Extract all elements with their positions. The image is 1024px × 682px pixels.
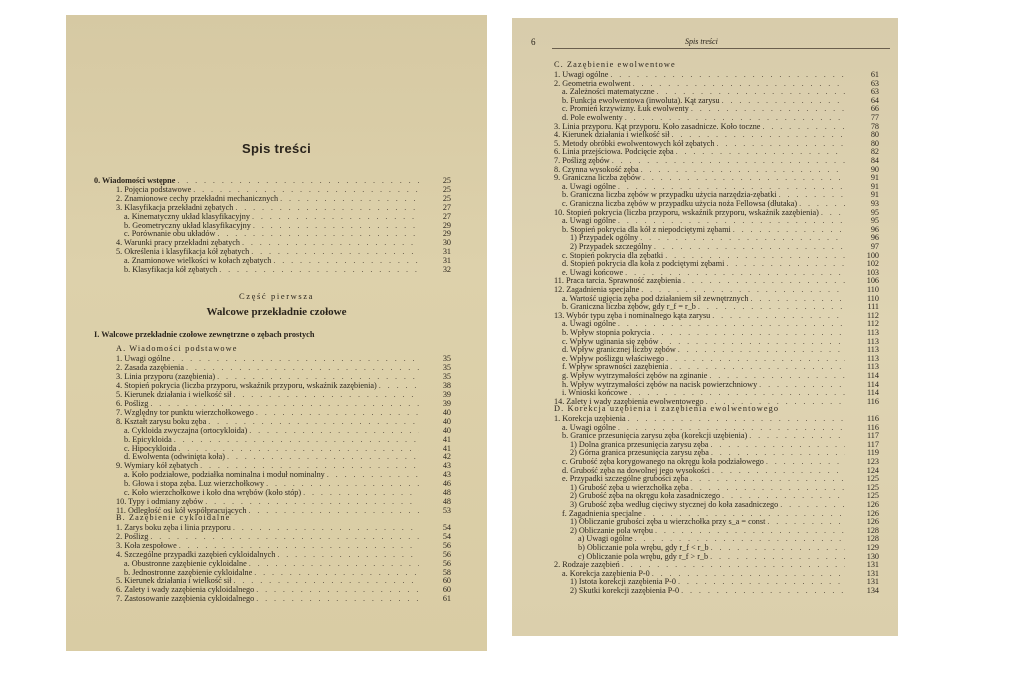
dot-leader bbox=[280, 194, 419, 203]
toc-entry bbox=[124, 470, 451, 480]
toc-entry bbox=[116, 585, 451, 595]
toc-entry-page: 64 bbox=[870, 95, 879, 105]
toc-entry-label: c. Stopień pokrycia dla zębatki bbox=[562, 250, 664, 260]
toc-entry bbox=[124, 211, 451, 221]
toc-entry-page: 96 bbox=[870, 224, 879, 234]
toc-entry bbox=[570, 586, 879, 595]
toc-entry bbox=[124, 479, 451, 489]
toc-entry-label: b) Obliczanie pola wrębu, gdy r_f < r_b bbox=[578, 543, 709, 552]
right-page bbox=[512, 18, 898, 636]
toc-entry-page: 112 bbox=[867, 310, 879, 320]
toc-entry-page: 125 bbox=[866, 482, 879, 492]
toc-entry-page: 110 bbox=[867, 293, 879, 303]
toc-entry-label: 6. Poślizg bbox=[116, 398, 149, 408]
toc-entry-page: 131 bbox=[866, 577, 879, 587]
toc-entry-page: 35 bbox=[442, 371, 451, 381]
dot-leader bbox=[200, 461, 419, 470]
toc-entry-page: 128 bbox=[866, 534, 879, 544]
toc-entry-page: 41 bbox=[442, 434, 451, 444]
toc-entry-label: f. Wpływ sprawności zazębienia bbox=[562, 362, 669, 372]
toc-entry-page: 25 bbox=[442, 193, 451, 203]
left-page bbox=[66, 15, 487, 651]
dot-leader bbox=[186, 363, 419, 372]
toc-entry-page: 110 bbox=[867, 285, 879, 294]
toc-entry-page: 113 bbox=[867, 328, 879, 337]
dot-leader bbox=[217, 372, 419, 381]
toc-entry bbox=[94, 176, 451, 185]
toc-entry bbox=[116, 549, 451, 559]
toc-entry-label: b. Funkcja ewolwentowa (inwoluta). Kąt zarysu bbox=[562, 95, 720, 105]
toc-entry-page: 61 bbox=[870, 70, 879, 79]
dot-leader bbox=[252, 212, 419, 221]
toc-entry-label: a. Uwagi ogólne bbox=[562, 422, 616, 432]
toc-entry-label: b. Głowa i stopa zęba. Luz wierzchołkowy bbox=[124, 479, 265, 489]
toc-entry-page: 56 bbox=[442, 540, 451, 550]
running-head: Spis treści bbox=[685, 37, 718, 46]
toc-entry-label: 5. Określenia i klasyfikacja kół zębatych bbox=[116, 247, 250, 257]
toc-entry-label: f. Zagadnienia specjalne bbox=[562, 508, 642, 518]
toc-entry-label: b. Granice przesunięcia zarysu zęba (korekcji uzębienia) bbox=[562, 431, 748, 441]
toc-entry-label: 4. Kierunek działania i wielkość sił bbox=[554, 130, 670, 140]
toc-entry-label: c. Graniczna liczba zębów w przypadku użycia noża Fellowsa (dłutaka) bbox=[562, 199, 798, 208]
dot-leader bbox=[174, 435, 419, 444]
dot-leader bbox=[235, 203, 419, 212]
toc-entry-label: 7. Względny tor punktu wierzchołkowego bbox=[116, 407, 254, 417]
dot-leader bbox=[193, 185, 419, 194]
toc-entry-label: 1. Uwagi ogólne bbox=[554, 70, 609, 79]
toc-title: Spis treści bbox=[241, 141, 312, 156]
toc-entry-label: 3. Linia przyporu. Kąt przyporu. Koło zasadnicze. Koło toczne bbox=[554, 121, 761, 131]
toc-entry bbox=[116, 407, 451, 417]
toc-entry-label: g. Wpływ wytrzymałości zębów na zginanie bbox=[562, 371, 708, 380]
toc-entry bbox=[116, 576, 451, 586]
toc-entry-page: 100 bbox=[866, 250, 879, 260]
toc-entry bbox=[124, 488, 451, 498]
toc-entry-label: d. Pole ewolwenty bbox=[562, 113, 623, 122]
toc-entry-page: 27 bbox=[442, 211, 451, 221]
toc-entry-page: 125 bbox=[866, 491, 879, 501]
toc-entry bbox=[116, 371, 451, 381]
toc-entry-label: 3. Koła zespołowe bbox=[116, 540, 177, 550]
toc-entry-label: 14. Zalety i wady zazębienia ewolwentowego bbox=[554, 396, 704, 406]
toc-entry bbox=[124, 452, 451, 462]
dot-leader bbox=[234, 576, 419, 585]
toc-entry-label: a. Zależności matematyczne bbox=[562, 87, 655, 97]
toc-entry bbox=[116, 461, 451, 471]
toc-entry bbox=[124, 558, 451, 568]
toc-entry-page: 77 bbox=[870, 113, 879, 122]
toc-entry bbox=[124, 220, 451, 230]
toc-entry-page: 114 bbox=[867, 379, 879, 389]
toc-entry-page: 123 bbox=[866, 457, 879, 466]
toc-entry-label: 4. Szczególne przypadki zazębień cykloidalnych bbox=[116, 549, 276, 559]
dot-leader bbox=[179, 541, 419, 550]
toc-entry-page: 90 bbox=[870, 164, 879, 174]
toc-entry-page: 117 bbox=[867, 439, 879, 449]
toc-entry-page: 113 bbox=[867, 336, 879, 346]
toc-entry bbox=[116, 247, 451, 257]
dot-leader bbox=[233, 523, 419, 532]
toc-entry-label: 4. Stopień pokrycia (liczba przyporu, wskaźnik przyporu, wskaźnik zazębienia) bbox=[116, 380, 377, 390]
toc-entry-label: 1. Uwagi ogólne bbox=[116, 354, 171, 363]
toc-entry bbox=[124, 256, 451, 266]
toc-entry-page: 56 bbox=[442, 558, 451, 568]
toc-entry-label: a. Koło podziałowe, podziałka nominalna i moduł nominalny bbox=[124, 470, 325, 480]
toc-entry-page: 48 bbox=[442, 488, 451, 498]
toc-entry-label: c) Obliczanie pola wrębu, gdy r_f > r_b bbox=[578, 551, 709, 561]
toc-entry-page: 113 bbox=[867, 345, 879, 355]
toc-entry bbox=[116, 594, 451, 604]
toc-entry-page: 91 bbox=[870, 181, 879, 191]
toc-entry-label: 2) Przypadek szczególny bbox=[570, 242, 652, 251]
toc-entry bbox=[116, 202, 451, 212]
toc-entry-label: c. Grubość zęba korygowanego na okręgu koła podziałowego bbox=[562, 457, 764, 466]
toc-entry-label: 8. Kształt zarysu boku zęba bbox=[116, 416, 207, 426]
toc-entry-label: 1. Korekcja uzębienia bbox=[554, 414, 626, 423]
toc-entry bbox=[116, 416, 451, 426]
toc-entry-label: 2. Geometria ewolwent bbox=[554, 78, 631, 88]
toc-entry-page: 95 bbox=[870, 216, 879, 226]
toc-entry-label: 3) Grubość zęba według cięciwy stycznej do koła zasadniczego bbox=[570, 500, 779, 509]
dot-leader bbox=[177, 176, 419, 185]
toc-entry-label: d. Grubość zęba na dowolnej jego wysokości bbox=[562, 465, 711, 475]
toc-entry-page: 40 bbox=[442, 416, 451, 426]
toc-entry-page: 27 bbox=[442, 202, 451, 212]
toc-entry-label: 7. Zastosowanie zazębienia cykloidalnego bbox=[116, 594, 255, 604]
dot-leader bbox=[178, 444, 419, 453]
toc-entry-label: 1) Obliczanie grubości zęba u wierzchołka przy s_a = const bbox=[570, 517, 766, 527]
part-title: Walcowe przekładnie czołowe bbox=[206, 306, 347, 318]
toc-entry-page: 38 bbox=[442, 380, 451, 390]
toc-entry-label: b. Klasyfikacja kół zębatych bbox=[124, 265, 218, 274]
section-c-title: C. Zazębienie ewolwentowe bbox=[554, 60, 676, 69]
toc-entry-page: 126 bbox=[866, 508, 879, 518]
toc-entry-page: 54 bbox=[442, 523, 451, 532]
dot-leader bbox=[234, 390, 419, 399]
dot-leader bbox=[681, 586, 845, 595]
toc-entry-label: 2) Obliczanie pola wrębu bbox=[570, 525, 653, 535]
toc-entry bbox=[116, 497, 451, 507]
toc-entry-label: 13. Wybór typu zęba i nominalnego kąta zarysu bbox=[554, 310, 711, 320]
toc-entry-page: 53 bbox=[442, 506, 451, 516]
dot-leader bbox=[219, 265, 419, 274]
toc-entry-page: 31 bbox=[442, 256, 451, 266]
toc-entry-page: 63 bbox=[870, 78, 879, 88]
toc-entry-label: b. Epicykloida bbox=[124, 434, 172, 444]
header-rule bbox=[552, 48, 890, 49]
toc-entry-page: 78 bbox=[870, 121, 879, 131]
toc-entry-page: 40 bbox=[442, 407, 451, 417]
toc-entry bbox=[116, 523, 451, 532]
toc-entry-page: 119 bbox=[867, 448, 879, 458]
toc-entry-page: 43 bbox=[442, 461, 451, 471]
toc-entry-page: 117 bbox=[867, 431, 879, 441]
toc-entry bbox=[116, 354, 451, 363]
toc-entry-label: 1) Istota korekcji zazębienia P-0 bbox=[570, 577, 676, 587]
toc-entry-label: b. Stopień pokrycia dla kół z niepodciętymi zębami bbox=[562, 224, 731, 234]
toc-entry-page: 80 bbox=[870, 130, 879, 140]
dot-leader bbox=[205, 497, 419, 506]
dot-leader bbox=[256, 594, 419, 603]
toc-entry-label: 5. Kierunek działania i wielkość sił bbox=[116, 576, 232, 586]
toc-entry-label: b. Graniczna liczba zębów w przypadku użycia narzędzia-zębatki bbox=[562, 190, 777, 200]
toc-entry-page: 93 bbox=[870, 199, 879, 208]
toc-entry-label: a. Znamionowe wielkości w kołach zębatych bbox=[124, 256, 272, 266]
toc-entry-label: e. Przypadki szczególne grubości zęba bbox=[562, 474, 689, 484]
toc-entry-label: c. Koło wierzchołkowe i koło dna wrębów (koło stóp) bbox=[124, 488, 302, 498]
toc-entry-page: 102 bbox=[866, 259, 879, 269]
toc-entry-label: 2. Znamionowe cechy przekładni mechanicznych bbox=[116, 193, 279, 203]
dot-leader bbox=[242, 238, 419, 247]
toc-entry-label: d. Stopień pokrycia dla koła z podciętymi zębami bbox=[562, 259, 725, 269]
toc-entry-page: 131 bbox=[866, 568, 879, 578]
dot-leader bbox=[249, 559, 419, 568]
toc-entry-label: e. Wpływ poślizgu właściwego bbox=[562, 353, 665, 363]
toc-entry-label: a. Kinematyczny układ klasyfikacyjny bbox=[124, 211, 250, 221]
toc-entry-page: 124 bbox=[866, 465, 879, 475]
toc-entry-label: c. Promień krzywizny. Łuk ewolwenty bbox=[562, 104, 689, 114]
toc-entry-page: 84 bbox=[870, 156, 879, 165]
toc-entry-label: 0. Wiadomości wstępne bbox=[94, 176, 176, 185]
toc-entry-page: 113 bbox=[867, 362, 879, 372]
part-label: Część pierwsza bbox=[238, 291, 315, 301]
toc-entry bbox=[124, 567, 451, 577]
dot-leader bbox=[277, 550, 419, 559]
toc-entry-page: 131 bbox=[866, 560, 879, 570]
toc-entry-label: a. Uwagi ogólne bbox=[562, 319, 616, 329]
dot-leader bbox=[208, 417, 419, 426]
toc-entry-page: 134 bbox=[866, 586, 879, 595]
toc-entry-page: 116 bbox=[867, 396, 879, 406]
toc-entry-label: d. Ewolwenta (odwinięta koła) bbox=[124, 452, 225, 462]
toc-entry bbox=[116, 362, 451, 372]
toc-entry-page: 61 bbox=[442, 594, 451, 604]
section-d-title: D. Korekcja uzębienia i zazębienia ewolwentowego bbox=[554, 404, 780, 413]
toc-entry-label: 6. Linia przejściowa. Podcięcie zęba bbox=[554, 147, 674, 157]
toc-entry-label: 2. Rodzaje zazębień bbox=[554, 560, 620, 570]
toc-entry-page: 25 bbox=[442, 184, 451, 194]
toc-entry-label: 11. Praca tarcia. Sprawność zazębienia bbox=[554, 276, 681, 286]
chapter-heading: I. Walcowe przekładnie czołowe zewnętrzne o zębach prostych bbox=[94, 330, 315, 339]
toc-entry-page: 42 bbox=[442, 452, 451, 462]
toc-entry-page: 82 bbox=[870, 147, 879, 157]
toc-entry-label: a. Korekcja zazębienia P-0 bbox=[562, 568, 650, 578]
toc-entry-page: 111 bbox=[867, 302, 879, 312]
toc-entry-label: 2) Górna granica przesunięcia zarysu zęba bbox=[570, 448, 709, 458]
toc-entry-page: 43 bbox=[442, 470, 451, 480]
toc-entry-page: 54 bbox=[442, 531, 451, 541]
toc-entry-page: 46 bbox=[442, 479, 451, 489]
dot-leader bbox=[303, 488, 419, 497]
toc-entry-page: 113 bbox=[867, 353, 879, 363]
toc-entry-label: e. Uwagi końcowe bbox=[562, 267, 624, 277]
toc-entry-label: 2) Skutki korekcji zazębienia P-0 bbox=[570, 586, 680, 595]
toc-entry-label: a) Uwagi ogólne bbox=[578, 534, 633, 544]
toc-entry-label: 10. Stopień pokrycia (liczba przyporu, wskaźnik przyporu, wskaźnik zazębienia) bbox=[554, 207, 819, 217]
toc-entry-label: 2) Grubość zęba na okręgu koła zasadniczego bbox=[570, 491, 721, 501]
dot-leader bbox=[256, 408, 419, 417]
toc-entry-label: 1) Grubość zęba u wierzchołka zęba bbox=[570, 482, 689, 492]
toc-entry-label: 1) Dolna granica przesunięcia zarysu zęba bbox=[570, 439, 709, 449]
toc-entry-page: 58 bbox=[442, 567, 451, 577]
toc-entry-label: 7. Poślizg zębów bbox=[554, 156, 610, 165]
toc-entry-label: b. Wpływ stopnia pokrycia bbox=[562, 328, 651, 337]
toc-entry-label: 6. Zalety i wady zazębienia cykloidalnego bbox=[116, 585, 255, 595]
dot-leader bbox=[248, 506, 419, 515]
toc-entry-label: b. Jednostronne zazębienie cykloidalne bbox=[124, 567, 253, 577]
dot-leader bbox=[150, 532, 419, 541]
toc-entry-label: 1) Przypadek ogólny bbox=[570, 233, 639, 243]
dot-leader bbox=[150, 399, 419, 408]
section-a-title: A. Wiadomości podstawowe bbox=[116, 344, 238, 353]
toc-entry-label: 2. Zasada zazębienia bbox=[116, 362, 184, 372]
toc-entry-page: 29 bbox=[442, 229, 451, 239]
toc-entry-page: 129 bbox=[866, 543, 879, 552]
toc-entry-page: 103 bbox=[866, 267, 879, 277]
toc-entry-label: 10. Typy i odmiany zębów bbox=[116, 497, 204, 507]
toc-entry-page: 40 bbox=[442, 425, 451, 435]
toc-entry-label: c. Wpływ uginania się zębów bbox=[562, 336, 659, 346]
toc-entry bbox=[124, 265, 451, 274]
toc-entry bbox=[116, 380, 451, 390]
toc-entry-page: 128 bbox=[866, 525, 879, 535]
toc-entry bbox=[124, 434, 451, 444]
toc-entry-page: 125 bbox=[866, 474, 879, 484]
toc-entry-label: h. Wpływ wytrzymałości zębów na nacisk powierzchniowy bbox=[562, 379, 758, 389]
toc-entry-page: 32 bbox=[442, 265, 451, 274]
toc-entry-label: 3. Linia przyporu (zazębienia) bbox=[116, 371, 216, 381]
dot-leader bbox=[379, 381, 419, 390]
toc-entry-label: a. Obustronne zazębienie cykloidalne bbox=[124, 558, 247, 568]
toc-entry-page: 106 bbox=[866, 276, 879, 286]
toc-entry-page: 112 bbox=[867, 319, 879, 329]
toc-entry-page: 63 bbox=[870, 87, 879, 97]
toc-entry bbox=[116, 193, 451, 203]
toc-entry-label: 3. Klasyfikacja przekładni zębatych bbox=[116, 202, 234, 212]
dot-leader bbox=[217, 229, 419, 238]
section-b-title: B. Zazębienie cykloidalne bbox=[116, 513, 231, 522]
toc-entry-label: 9. Wymiary kół zębatych bbox=[116, 461, 199, 471]
toc-entry-page: 91 bbox=[870, 173, 879, 183]
toc-entry-label: a. Wartość ugięcia zęba pod działaniem sił zewnętrznych bbox=[562, 293, 749, 303]
toc-entry-page: 96 bbox=[870, 233, 879, 243]
toc-entry-page: 41 bbox=[442, 443, 451, 453]
toc-entry-label: 9. Graniczna liczba zębów bbox=[554, 173, 641, 183]
toc-entry-label: 5. Kierunek działania i wielkość sił bbox=[116, 389, 232, 399]
toc-entry-label: i. Wnioski końcowe bbox=[562, 388, 628, 398]
toc-entry-page: 66 bbox=[870, 104, 879, 114]
toc-entry-label: d. Wpływ granicznej liczby zębów bbox=[562, 345, 676, 355]
toc-entry-page: 56 bbox=[442, 549, 451, 559]
toc-entry-label: a. Uwagi ogólne bbox=[562, 216, 616, 226]
dot-leader bbox=[327, 470, 419, 479]
toc-entry-label: 5. Metody obróbki ewolwentowych kół zębatych bbox=[554, 138, 715, 148]
toc-entry-page: 116 bbox=[867, 422, 879, 432]
toc-entry bbox=[124, 425, 451, 435]
toc-entry-page: 126 bbox=[866, 500, 879, 509]
toc-entry-label: 4. Warunki pracy przekładni zębatych bbox=[116, 238, 240, 248]
toc-entry bbox=[124, 443, 451, 453]
dot-leader bbox=[249, 426, 419, 435]
toc-entry-label: 8. Czynna wysokość zęba bbox=[554, 164, 639, 174]
toc-entry-page: 130 bbox=[866, 551, 879, 561]
toc-entry bbox=[124, 229, 451, 239]
toc-entry-label: a. Cykloida zwyczajna (ortocykloida) bbox=[124, 425, 248, 435]
dot-leader bbox=[266, 479, 419, 488]
toc-entry-page: 114 bbox=[867, 388, 879, 398]
toc-entry-page: 116 bbox=[867, 414, 879, 423]
dot-leader bbox=[227, 452, 419, 461]
toc-entry bbox=[116, 389, 451, 399]
toc-entry-page: 48 bbox=[442, 497, 451, 507]
toc-entry-page: 114 bbox=[867, 371, 879, 380]
toc-entry-label: 2. Poślizg bbox=[116, 531, 149, 541]
toc-entry-page: 35 bbox=[442, 354, 451, 363]
toc-entry-page: 29 bbox=[442, 220, 451, 230]
toc-entry bbox=[116, 398, 451, 408]
dot-leader bbox=[254, 568, 419, 577]
toc-entry-page: 91 bbox=[870, 190, 879, 200]
toc-entry-page: 25 bbox=[442, 176, 451, 185]
toc-entry bbox=[116, 184, 451, 194]
toc-entry-label: c. Hipocykloida bbox=[124, 443, 177, 453]
toc-entry-label: 1. Pojęcia podstawowe bbox=[116, 184, 192, 194]
toc-entry-label: 1. Zarys boku zęba i linia przyporu bbox=[116, 523, 231, 532]
page-number: 6 bbox=[531, 37, 536, 47]
toc-entry-page: 39 bbox=[442, 389, 451, 399]
dot-leader bbox=[253, 221, 419, 230]
toc-entry bbox=[116, 540, 451, 550]
toc-entry-page: 60 bbox=[442, 576, 451, 586]
toc-entry-label: a. Uwagi ogólne bbox=[562, 181, 616, 191]
toc-entry-page: 39 bbox=[442, 398, 451, 408]
toc-entry bbox=[116, 531, 451, 541]
toc-entry-label: c. Porównanie obu układów bbox=[124, 229, 216, 239]
toc-entry-page: 80 bbox=[870, 138, 879, 148]
toc-entry-page: 35 bbox=[442, 362, 451, 372]
toc-entry-page: 31 bbox=[442, 247, 451, 257]
dot-leader bbox=[273, 256, 419, 265]
toc-entry-page: 97 bbox=[870, 242, 879, 251]
dot-leader bbox=[251, 247, 419, 256]
toc-entry-page: 126 bbox=[866, 517, 879, 527]
toc-entry-page: 95 bbox=[870, 207, 879, 217]
toc-entry-page: 60 bbox=[442, 585, 451, 595]
toc-entry-page: 30 bbox=[442, 238, 451, 248]
toc-entry-label: b. Graniczna liczba zębów, gdy r_f = r_b bbox=[562, 302, 696, 312]
toc-entry bbox=[116, 238, 451, 248]
toc-entry-label: b. Geometryczny układ klasyfikacyjny bbox=[124, 220, 251, 230]
toc-entry-label: 12. Zagadnienia specjalne bbox=[554, 285, 640, 294]
dot-leader bbox=[172, 354, 419, 363]
toc-entry-label: 11. Odległość osi kół współpracujących bbox=[116, 506, 247, 516]
dot-leader bbox=[256, 585, 419, 594]
